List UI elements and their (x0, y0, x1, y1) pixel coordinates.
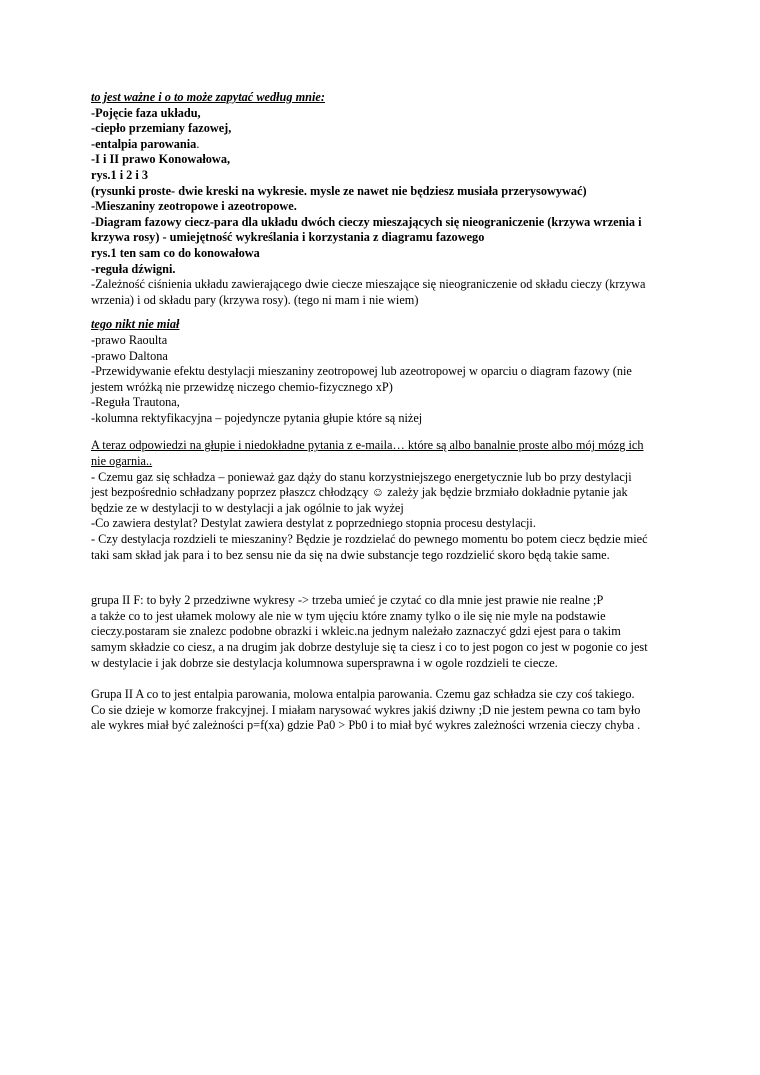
answer-line: będzie ze w destylacji to w destylacji a jak ogólnie to jak wyżej (91, 500, 404, 515)
spacer (91, 563, 691, 593)
answer-line: - Czemu gaz się schładza – ponieważ gaz dąży do stanu korzystniejszego energetycznie lub bo przy destylacji (91, 469, 632, 484)
paragraph-line: Grupa II A co to jest entalpia parowania, molowa entalpia parowania. Czemu gaz schładza sie czy coś takiego. (91, 687, 635, 702)
list-item: rys.1 ten sam co do konowałowa (91, 245, 260, 260)
list-item: -Zależność ciśnienia układu zawierającego dwie ciecze mieszające się nieograniczenie od składu cieczy (krzywa (91, 277, 646, 292)
paragraph-line: grupa II F: to były 2 przedziwne wykresy -> trzeba umieć je czytać co dla mnie jest prawie nie realne ;P (91, 593, 604, 608)
answer-line: - Czy destylacja rozdzieli te mieszaniny? Będzie je rozdzielać do pewnego momentu bo potem ciecz będzie mieć (91, 532, 648, 547)
section-group-iif (91, 593, 691, 671)
paragraph-line: w destylacie i jak dobrze sie destylacja kolumnowa supersprawna i w ogole rozdzieli te ciecze. (91, 655, 558, 670)
answer-line: jest bezpośrednio schładzany poprzez płaszcz chłodzący ☺ zależy jak będzie brzmiało dokładnie pytanie jak (91, 485, 628, 500)
list-item: krzywa rosy) - umiejętność wykreślania i korzystania z diagramu fazowego (91, 230, 485, 245)
list-item: -prawo Raoulta (91, 332, 168, 347)
list-item (91, 137, 691, 153)
list-item: -ciepło przemiany fazowej, (91, 121, 232, 136)
section-heading-nobody-had: tego nikt nie miał (91, 317, 180, 332)
list-item: rys.1 i 2 i 3 (91, 167, 149, 182)
section-group-iia (91, 687, 691, 734)
list-item: -kolumna rektyfikacyjna – pojedyncze pytania głupie które są niżej (91, 410, 423, 425)
paragraph-line: samym składzie co ciesz, a na drugim jak dobrze destyluje się ta ciesz i co to jest pogon co jest w pogonie co jest (91, 640, 648, 654)
section-important (91, 90, 691, 308)
list-item: -Mieszaniny zeotropowe i azeotropowe. (91, 199, 297, 214)
list-item: -I i II prawo Konowałowa, (91, 152, 231, 167)
paragraph-line: cieczy.postaram sie znalezc podobne obrazki i wkleic.na jednym należało zaznaczyć gdzi ejest para o takim (91, 624, 621, 639)
list-item: -Pojęcie faza układu, (91, 105, 201, 120)
list-item: -prawo Daltona (91, 348, 168, 363)
list-item-rest: . (196, 136, 200, 151)
section-heading-important: to jest ważne i o to może zapytać według mnie: (91, 90, 325, 104)
section-answers (91, 438, 691, 563)
answer-line: taki sam skład jak para i to bez sensu nie da się na dwie substancje tego rozdzielić skoro będą takie same. (91, 547, 610, 562)
list-item: -Przewidywanie efektu destylacji mieszaniny zeotropowej lub azeotropowej w oparciu o diagram fazowy (nie (91, 364, 632, 379)
paragraph-line: ale wykres miał być zależności p=f(xa) gdzie Pa0 > Pb0 i to miał być wykres zależności wrzenia cieczy chyba . (91, 718, 641, 733)
section-heading-answers: A teraz odpowiedzi na głupie i niedokładne pytania z e-maila… które są albo banalnie proste albo mój mózg ich (91, 438, 644, 453)
document-page (91, 90, 691, 734)
answer-line: -Co zawiera destylat? Destylat zawiera destylat z poprzedniego stopnia procesu destylacji. (91, 516, 536, 531)
list-item: wrzenia) i od składu pary (krzywa rosy). (tego ni mam i nie wiem) (91, 292, 419, 307)
list-item: (rysunki proste- dwie kreski na wykresie. mysle ze nawet nie będziesz musiała przerysowywać) (91, 183, 587, 198)
list-item: jestem wróżką nie przewidzę niczego chemio-fizycznego xP) (91, 379, 393, 394)
spacer (91, 308, 691, 317)
spacer (91, 671, 691, 687)
list-item: -Reguła Trautona, (91, 395, 180, 410)
list-item: -Diagram fazowy ciecz-para dla układu dwóch cieczy mieszających się nieograniczenie (krzywa wrzenia i (91, 214, 642, 229)
paragraph-line: Co sie dzieje w komorze frakcyjnej. I miałam narysować wykres jakiś dziwny ;D nie jestem pewna co tam było (91, 702, 641, 717)
section-heading-answers-cont: nie ogarnia.. (91, 454, 153, 469)
paragraph-line: a także co to jest ułamek molowy ale nie w tym ujęciu które znamy tylko o ile się nie myle na podstawie (91, 608, 606, 623)
section-nobody-had (91, 317, 691, 426)
list-item: -reguła dźwigni. (91, 261, 176, 276)
spacer (91, 426, 691, 438)
list-item-bold-part: -entalpia parowania (91, 136, 197, 151)
